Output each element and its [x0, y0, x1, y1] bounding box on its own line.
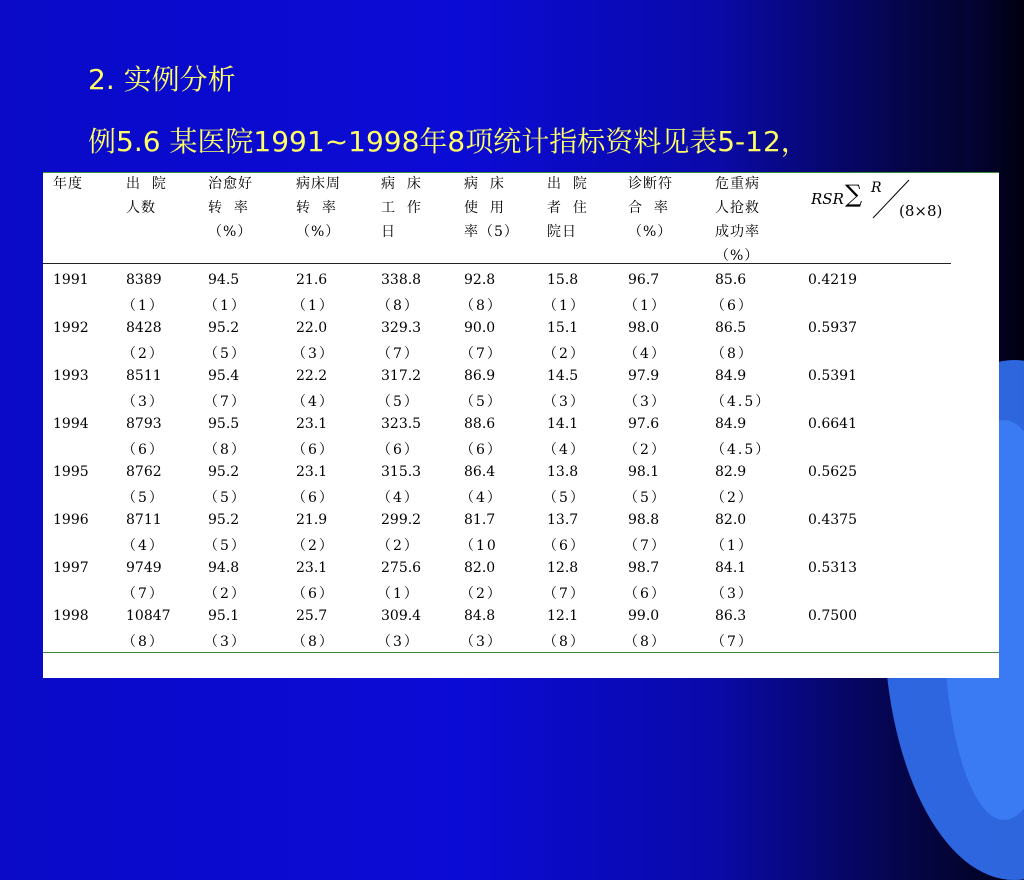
rank-rescue-rate: （1） [711, 538, 754, 554]
cell-bed-usage: 86.4 [464, 464, 496, 480]
row-year: 1997 [53, 560, 89, 576]
cell-bed-usage: 82.0 [464, 560, 496, 576]
rank-discharged: （4） [122, 538, 165, 554]
cell-discharged: 8389 [126, 272, 162, 288]
table-top-rule [43, 172, 999, 173]
cell-rsr: 0.7500 [808, 608, 857, 624]
cell-diagnosis-rate: 97.6 [628, 416, 660, 432]
rank-bed-turnover: （6） [292, 442, 335, 458]
cell-cure-rate: 95.1 [208, 608, 240, 624]
rank-bed-turnover: （1） [292, 298, 335, 314]
rank-rescue-rate: （6） [711, 298, 754, 314]
rank-cure-rate: （5） [204, 538, 247, 554]
rank-bed-workdays: （6） [377, 442, 420, 458]
formula-denominator: (8×8) [899, 202, 943, 220]
cell-cure-rate: 95.4 [208, 368, 240, 384]
rank-cure-rate: （7） [204, 394, 247, 410]
r-symbol: R [871, 180, 882, 196]
header-cure-rate: 治愈好 转 率 （%） [208, 176, 253, 240]
header-bed-usage: 病 床 使 用 率（5） [464, 176, 519, 240]
header-stay-days: 出 院 者 住 院日 [547, 176, 588, 240]
row-year: 1995 [53, 464, 89, 480]
cell-cure-rate: 95.2 [208, 512, 240, 528]
cell-bed-turnover: 21.6 [296, 272, 328, 288]
cell-bed-turnover: 22.2 [296, 368, 328, 384]
row-year: 1992 [53, 320, 89, 336]
rank-stay-days: （6） [543, 538, 586, 554]
header-bed-workdays: 病 床 工 作 日 [381, 176, 422, 240]
rank-cure-rate: （8） [204, 442, 247, 458]
rank-cure-rate: （5） [204, 490, 247, 506]
cell-bed-workdays: 323.5 [381, 416, 422, 432]
rank-bed-workdays: （2） [377, 538, 420, 554]
cell-bed-usage: 84.8 [464, 608, 496, 624]
header-rule [43, 263, 951, 264]
cell-bed-usage: 81.7 [464, 512, 496, 528]
table-bottom-rule [43, 652, 999, 653]
cell-bed-usage: 90.0 [464, 320, 496, 336]
cell-bed-usage: 88.6 [464, 416, 496, 432]
cell-diagnosis-rate: 99.0 [628, 608, 660, 624]
cell-diagnosis-rate: 97.9 [628, 368, 660, 384]
rank-bed-turnover: （2） [292, 538, 335, 554]
cell-rsr: 0.6641 [808, 416, 857, 432]
sigma-symbol: ∑ [845, 180, 863, 208]
rank-bed-turnover: （8） [292, 634, 335, 650]
cell-rsr: 0.4375 [808, 512, 857, 528]
row-year: 1991 [53, 272, 89, 288]
cell-bed-workdays: 315.3 [381, 464, 422, 480]
rank-rescue-rate: （7） [711, 634, 754, 650]
cell-rescue-rate: 86.3 [715, 608, 747, 624]
cell-stay-days: 13.7 [547, 512, 579, 528]
cell-rescue-rate: 82.9 [715, 464, 747, 480]
cell-cure-rate: 95.2 [208, 320, 240, 336]
cell-rsr: 0.4219 [808, 272, 857, 288]
rank-bed-workdays: （7） [377, 346, 420, 362]
section-heading: 2. 实例分析 [88, 63, 236, 96]
cell-bed-workdays: 338.8 [381, 272, 422, 288]
cell-bed-workdays: 329.3 [381, 320, 422, 336]
rsr-symbol: RSR [811, 190, 844, 208]
cell-cure-rate: 94.5 [208, 272, 240, 288]
cell-bed-workdays: 275.6 [381, 560, 422, 576]
rank-stay-days: （3） [543, 394, 586, 410]
cell-cure-rate: 94.8 [208, 560, 240, 576]
rank-bed-turnover: （4） [292, 394, 335, 410]
row-year: 1996 [53, 512, 89, 528]
rank-rescue-rate: （3） [711, 586, 754, 602]
cell-bed-turnover: 23.1 [296, 464, 328, 480]
cell-discharged: 8793 [126, 416, 162, 432]
cell-rescue-rate: 84.1 [715, 560, 747, 576]
cell-stay-days: 13.8 [547, 464, 579, 480]
rank-bed-workdays: （4） [377, 490, 420, 506]
rank-diagnosis-rate: （3） [624, 394, 667, 410]
row-year: 1993 [53, 368, 89, 384]
cell-bed-workdays: 309.4 [381, 608, 422, 624]
rank-bed-usage: （4） [460, 490, 503, 506]
rank-diagnosis-rate: （8） [624, 634, 667, 650]
header-rescue-rate: 危重病 人抢救 成功率 （%） [715, 176, 760, 264]
cell-rsr: 0.5937 [808, 320, 857, 336]
rank-stay-days: （7） [543, 586, 586, 602]
cell-diagnosis-rate: 98.7 [628, 560, 660, 576]
cell-stay-days: 12.1 [547, 608, 579, 624]
rank-discharged: （1） [122, 298, 165, 314]
rank-stay-days: （5） [543, 490, 586, 506]
rank-rescue-rate: （4.5） [711, 442, 772, 458]
rank-diagnosis-rate: （7） [624, 538, 667, 554]
cell-stay-days: 14.1 [547, 416, 579, 432]
rank-bed-workdays: （8） [377, 298, 420, 314]
cell-bed-turnover: 22.0 [296, 320, 328, 336]
cell-stay-days: 12.8 [547, 560, 579, 576]
cell-diagnosis-rate: 98.8 [628, 512, 660, 528]
cell-stay-days: 14.5 [547, 368, 579, 384]
rank-cure-rate: （5） [204, 346, 247, 362]
cell-bed-usage: 86.9 [464, 368, 496, 384]
rank-cure-rate: （3） [204, 634, 247, 650]
cell-diagnosis-rate: 98.0 [628, 320, 660, 336]
rank-diagnosis-rate: （6） [624, 586, 667, 602]
rank-cure-rate: （2） [204, 586, 247, 602]
cell-bed-workdays: 299.2 [381, 512, 422, 528]
rank-bed-usage: （2） [460, 586, 503, 602]
row-year: 1998 [53, 608, 89, 624]
rank-bed-usage: （5） [460, 394, 503, 410]
cell-discharged: 8762 [126, 464, 162, 480]
rank-discharged: （5） [122, 490, 165, 506]
rank-discharged: （8） [122, 634, 165, 650]
cell-bed-turnover: 23.1 [296, 416, 328, 432]
cell-diagnosis-rate: 96.7 [628, 272, 660, 288]
row-year: 1994 [53, 416, 89, 432]
rank-diagnosis-rate: （1） [624, 298, 667, 314]
cell-discharged: 8711 [126, 512, 162, 528]
cell-discharged: 9749 [126, 560, 162, 576]
rank-stay-days: （8） [543, 634, 586, 650]
cell-cure-rate: 95.2 [208, 464, 240, 480]
rank-diagnosis-rate: （4） [624, 346, 667, 362]
rank-discharged: （3） [122, 394, 165, 410]
cell-rsr: 0.5625 [808, 464, 857, 480]
cell-discharged: 8511 [126, 368, 162, 384]
statistics-table [43, 172, 999, 678]
rank-diagnosis-rate: （5） [624, 490, 667, 506]
rank-bed-usage: （7） [460, 346, 503, 362]
example-heading: 例5.6 某医院1991~1998年8项统计指标资料见表5-12， [88, 125, 809, 158]
cell-bed-workdays: 317.2 [381, 368, 422, 384]
cell-rescue-rate: 84.9 [715, 368, 747, 384]
rank-rescue-rate: （2） [711, 490, 754, 506]
cell-bed-turnover: 23.1 [296, 560, 328, 576]
cell-rescue-rate: 85.6 [715, 272, 747, 288]
rank-bed-turnover: （6） [292, 490, 335, 506]
rank-bed-usage: （6） [460, 442, 503, 458]
rank-rescue-rate: （8） [711, 346, 754, 362]
rank-discharged: （2） [122, 346, 165, 362]
header-bed-turnover: 病床周 转 率 （%） [296, 176, 341, 240]
cell-bed-turnover: 21.9 [296, 512, 328, 528]
cell-diagnosis-rate: 98.1 [628, 464, 660, 480]
cell-discharged: 8428 [126, 320, 162, 336]
rank-bed-usage: （8） [460, 298, 503, 314]
header-diagnosis-rate: 诊断符 合 率 （%） [628, 176, 673, 240]
cell-cure-rate: 95.5 [208, 416, 240, 432]
cell-stay-days: 15.8 [547, 272, 579, 288]
rank-discharged: （6） [122, 442, 165, 458]
cell-stay-days: 15.1 [547, 320, 579, 336]
rank-rescue-rate: （4.5） [711, 394, 772, 410]
rank-bed-usage: （3） [460, 634, 503, 650]
rank-bed-turnover: （3） [292, 346, 335, 362]
header-year: 年度 [53, 176, 83, 192]
cell-rescue-rate: 86.5 [715, 320, 747, 336]
cell-rescue-rate: 84.9 [715, 416, 747, 432]
rank-bed-workdays: （1） [377, 586, 420, 602]
cell-rsr: 0.5313 [808, 560, 857, 576]
rank-cure-rate: （1） [204, 298, 247, 314]
rsr-formula [811, 174, 991, 222]
rank-bed-turnover: （6） [292, 586, 335, 602]
cell-bed-usage: 92.8 [464, 272, 496, 288]
cell-discharged: 10847 [126, 608, 171, 624]
rank-diagnosis-rate: （2） [624, 442, 667, 458]
cell-rsr: 0.5391 [808, 368, 857, 384]
rank-stay-days: （2） [543, 346, 586, 362]
header-discharged: 出 院 人数 [126, 176, 167, 216]
cell-bed-turnover: 25.7 [296, 608, 328, 624]
rank-discharged: （7） [122, 586, 165, 602]
rank-bed-workdays: （5） [377, 394, 420, 410]
rank-bed-workdays: （3） [377, 634, 420, 650]
rank-bed-usage: （10 [460, 538, 498, 554]
rank-stay-days: （4） [543, 442, 586, 458]
rank-stay-days: （1） [543, 298, 586, 314]
cell-rescue-rate: 82.0 [715, 512, 747, 528]
